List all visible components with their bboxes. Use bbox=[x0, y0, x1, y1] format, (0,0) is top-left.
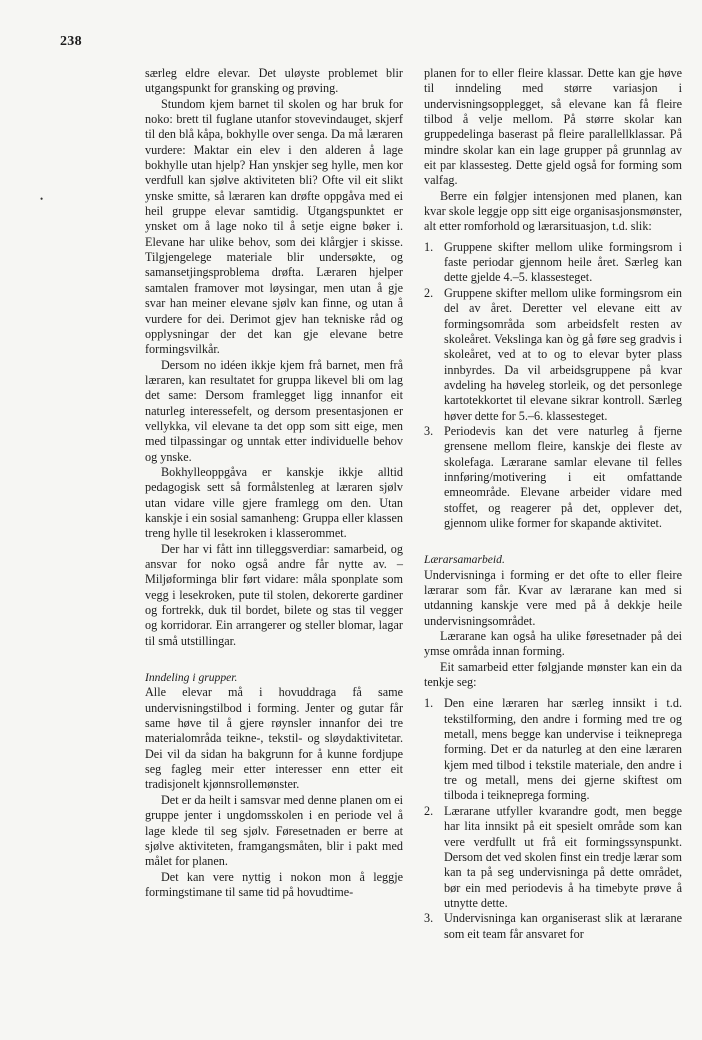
left-column bbox=[145, 66, 403, 900]
page-number: 238 bbox=[60, 34, 82, 49]
paragraph: Lærarane kan også ha ulike føresetnader på dei ymse områda innan forming. bbox=[424, 629, 682, 659]
list-item: 1. Den eine læraren har særleg innsikt i t.d. tekstilforming, den andre i forming med tre og metall, mens begge kan undervise i teiknepregа forming. Det er da naturleg at den eine læraren kjem med tilbod i tekstile materiale, den andre i tre og metall, mens dei gjerne skiftest om tilboda i teiknepregа forming. bbox=[424, 696, 682, 803]
paragraph: Det er da heilt i samsvar med denne planen om ei gruppe jenter i ungdomsskolen i en periode vel å lage klede til seg sjølv. Føresetnaden er berre at sjølve aktiviteten, framgangsmåten, blir i pakt med målet for planen. bbox=[145, 792, 403, 869]
list-item-text: Undervisninga kan organiserast slik at lærarane som eit team får ansvaret for bbox=[444, 911, 682, 941]
paragraph: Bokhylleoppgåva er kanskje ikkje alltid pedagogisk sett så formålstenleg at læraren sjølv utan vidare ville gjere framlegg om den. Utan kanskje i ein sosial samanheng: Gruppa eller klassen treng hylle til lesekroken i klasserommet. bbox=[145, 464, 403, 541]
paragraph: Stundom kjem barnet til skolen og har bruk for noko: brett til fuglane utanfor stovevindauget, skjerf til den blå kåpa, bokhylle over senga. Da må læraren vurdere: Maktar ein elev i den alderen å lage bokhylle utan hjelp? Han ynskjer seg hylle, men kor verdfull kan sjølve aktiviteten bli? Ofte vil eit slikt ynske smitte, så læraren kan drøfte oppgåva med ei heil gruppe elevar samtidig. Utgangspunktet er ynsket om å lage noko til å setje eigne bøker i. Elevane har ulike behov, som dei klårgjer i skisse. Tilgjengelege materiale blir undersøkte, og samansetjingsproblema drøfta. Læraren hjelper samtalen framover mot løysingar, men utan å gje svar han meiner elevane sjølv kan finne, og utan å vurdere for dei. Derimot gjev han tekniske råd og opplysningar der det kan gje elevane betre formingsvilkår. bbox=[145, 96, 403, 357]
list-item-text: Lærarane utfyller kvarandre godt, men begge har lita innsikt på eit spesielt område som kan vere verdfullt ut frå eit formingssynspunkt. Dersom det ved skolen finst ein tredje lærar som kan ta på seg undervisninga på dette området, bør ein med periodevis å ha timebyte prøve å utnytte dette. bbox=[444, 803, 682, 910]
section-heading: Lærarsamarbeid. bbox=[424, 553, 505, 567]
margin-mark: • bbox=[40, 194, 44, 204]
list-item-text: Den eine læraren har særleg innsikt i t.d. tekstilforming, den andre i forming med tre og metall, mens begge kan undervise i teiknepregа forming. Det er da naturleg at den eine læraren kjem med tilbod i tekstile materiale, den andre i tre og metall, mens dei gjerne skiftest om tilboda i teiknepregа forming. bbox=[444, 696, 682, 803]
numbered-list bbox=[424, 696, 682, 942]
numbered-list bbox=[424, 240, 682, 532]
list-item: 1. Gruppene skifter mellom ulike formingsrom i faste periodar gjennom heile året. Særleg kan dette gjelde 4.–5. klassesteget. bbox=[424, 239, 682, 285]
list-item-text: Gruppene skifter mellom ulike formingsrom i faste periodar gjennom heile året. Særleg kan dette gjelde 4.–5. klassesteget. bbox=[444, 239, 682, 285]
section-heading: Inndeling i grupper. bbox=[145, 671, 238, 685]
paragraph: Dersom no idéen ikkje kjem frå barnet, men frå læraren, kan resultatet for gruppa likevel bli om lag det same: Dersom framlegget ligg innanfor eit naturleg interessefelt, og dersom presentasjonen er vellykka, vil elevane ta det opp som sitt eige, men med tilpassingar og unntak etter individuelle behov og ynske. bbox=[145, 357, 403, 464]
paragraph: Undervisninga i forming er det ofte to eller fleire lærarar som får. Kvar av lærarane kan med si utdanning kanskje vere med på å dekkje heile undervisningsområdet. bbox=[424, 567, 682, 628]
paragraph: særleg eldre elevar. Det uløyste problemet blir utgangspunkt for gransking og prøving. bbox=[145, 66, 403, 96]
paragraph: Eit samarbeid etter følgjande mønster kan ein da tenkje seg: bbox=[424, 659, 682, 690]
paragraph: Det kan vere nyttig i nokon mon å leggje formingstimane til same tid på hovudtime- bbox=[145, 869, 403, 899]
list-item-text: Periodevis kan det vere naturleg å fjerne grensene mellom fleire, kanskje dei fleste av skolefaga. Læraranе samlar elevane til felles innføring/motivering i eit omfattande emneområde. Elevane arbeider vidare med stoffet, og reagerer på det, opplever det, gjennom ulike former for skapande aktivitet. bbox=[444, 423, 682, 530]
list-item: 3. Undervisninga kan organiserast slik at lærarane som eit team får ansvaret for bbox=[424, 911, 682, 941]
list-item: 3. Periodevis kan det vere naturleg å fjerne grensene mellom fleire, kanskje dei fleste av skolefaga. Læraranе samlar elevane til felles innføring/motivering i eit omfattande emneområde. Elevane arbeider vidare med stoffet, og reagerer på det, opplever det, gjennom ulike former for skapande aktivitet. bbox=[424, 423, 682, 530]
right-column bbox=[424, 66, 682, 942]
paragraph: Berre ein følgjer intensjonen med planen, kan kvar skole leggje opp sitt eige organisasjonsmønster, alt etter romforhold og lærarsituasjon, t.d. slik: bbox=[424, 188, 682, 234]
list-item: 2. Gruppene skifter mellom ulike formingsrom ein del av året. Deretter vel elevane eitt av formingsområda som arbeidsfelt resten av skoleåret. Vekslinga kan òg gå føre seg gradvis i skoleåret, ved at to og to elevar byter plass innbyrdes. Da vil arbeidsgruppene på kvar avdeling ha høveleg storleik, og det personlege kartotekkortet til elevane sikrar kontroll. Særleg høver dette for 5.–6. klassesteget. bbox=[424, 285, 682, 423]
paragraph: Alle elevar må i hovuddraga få same undervisningstilbod i forming. Jenter og gutar får same høve til å gjere røynsler innanfor dei tre materialområda teikne-, tekstil- og sløydaktivitetar. Dei vil da sidan ha bakgrunn for å kunne fordjupe seg fagleg meir etter interesser enn etter eit tradisjonelt kjønnsrollemønster. bbox=[145, 685, 403, 792]
list-item-text: Gruppene skifter mellom ulike formingsrom ein del av året. Deretter vel elevane eitt av formingsområda som arbeidsfelt resten av skoleåret. Vekslinga kan òg gå føre seg gradvis i skoleåret, ved at to og to elevar byter plass innbyrdes. Da vil arbeidsgruppene på kvar avdeling ha høveleg storleik, og det personlege kartotekkortet til elevane sikrar kontroll. Særleg høver dette for 5.–6. klassesteget. bbox=[444, 285, 682, 423]
paragraph: planen for to eller fleire klassar. Dette kan gje høve til inndeling med større variasjon i undervisningsopplegget, så elevane kan få fleire tilbod å velje mellom. På større skolar kan gruppedelinga baserast på fleire parallellklassar. På mindre skolar kan ein lage grupper på grunnlag av eit par klassesteg. Dette gjeld også for forming som valfag. bbox=[424, 66, 682, 188]
list-item: 2. Lærarane utfyller kvarandre godt, men begge har lita innsikt på eit spesielt område som kan vere verdfullt ut frå eit formingssynspunkt. Dersom det ved skolen finst ein tredje lærar som kan ta på seg undervisninga på dette området, bør ein med periodevis å ha timebyte prøve å utnytte dette. bbox=[424, 803, 682, 910]
paragraph: Der har vi fått inn tilleggsverdiar: samarbeid, og ansvar for noko også andre får nytte av. – Miljøforminga blir ført vidare: måla sponplate som vegg i lesekroken, pute til stolen, dekorerte gardiner og fortrekk, duk til bordet, bilete og stas til vegger og korridorar. Ein arrangerer og steller blomar, lagar til små utstillingar. bbox=[145, 541, 403, 648]
